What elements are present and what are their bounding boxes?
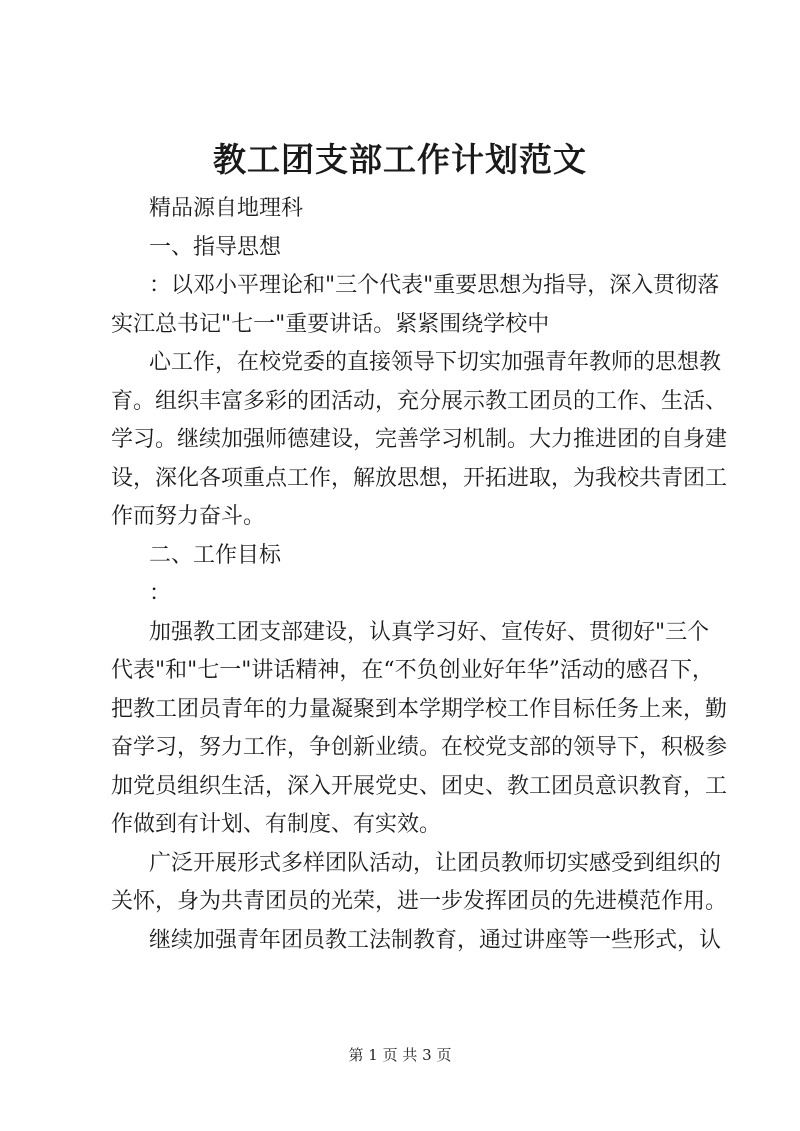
text-line: 把教工团员青年的力量凝聚到本学期学校工作目标任务上来，勤 [111, 696, 728, 722]
text-line: 设，深化各项重点工作，解放思想，开拓进取，为我校共青团工 [111, 465, 728, 491]
document-body [111, 190, 728, 960]
text-line: 学习。继续加强师德建设，完善学习机制。大力推进团的自身建 [111, 427, 728, 452]
text-line: 作而努力奋斗。 [111, 504, 266, 529]
section2-paragraph1 [111, 614, 728, 845]
text-line: 广泛开展形式多样团队活动，让团员教师切实感受到组织的 [149, 850, 722, 876]
text-line: 加党员组织生活，深入开展党史、团史、教工团员意识教育，工 [111, 773, 728, 799]
text-line: 继续加强青年团员教工法制教育，通过讲座等一些形式，认 [149, 927, 722, 953]
page-number: 第 1 页 共 3 页 [348, 1046, 452, 1064]
text-line: 代表"和"七一"讲话精神，在“不负创业好年华”活动的感召下， [111, 658, 714, 683]
section2-heading: 二、工作目标 [149, 542, 282, 568]
text-line: 心工作，在校党委的直接领导下切实加强青年教师的思想教 [149, 350, 722, 375]
section1-paragraph1 [111, 267, 720, 344]
text-line: 育。组织丰富多彩的团活动，充分展示教工团员的工作、生活、 [111, 388, 728, 414]
section2-paragraph2 [111, 845, 728, 922]
text-line: 奋学习，努力工作，争创新业绩。在校党支部的领导下，积极参 [111, 735, 728, 760]
text-line: 关怀，身为共青团员的光荣，进一步发挥团员的先进模范作用。 [111, 889, 728, 914]
text-line: 实江总书记"七一"重要讲话。紧紧围绕学校中 [111, 311, 550, 337]
text-line: ：以邓小平理论和"三个代表"重要思想为指导，深入贯彻落 [149, 273, 720, 298]
source-line: 精品源自地理科 [149, 196, 304, 221]
section1-heading: 一、指导思想 [149, 234, 282, 260]
text-line: 加强教工团支部建设，认真学习好、宣传好、贯彻好"三个 [149, 619, 710, 645]
section2-colon: ： [149, 581, 172, 606]
section2-paragraph3 [111, 922, 722, 961]
text-line: 作做到有计划、有制度、有实效。 [111, 812, 442, 837]
document-title: 教工团支部工作计划范文 [213, 140, 587, 179]
section1-paragraph2 [111, 344, 728, 537]
